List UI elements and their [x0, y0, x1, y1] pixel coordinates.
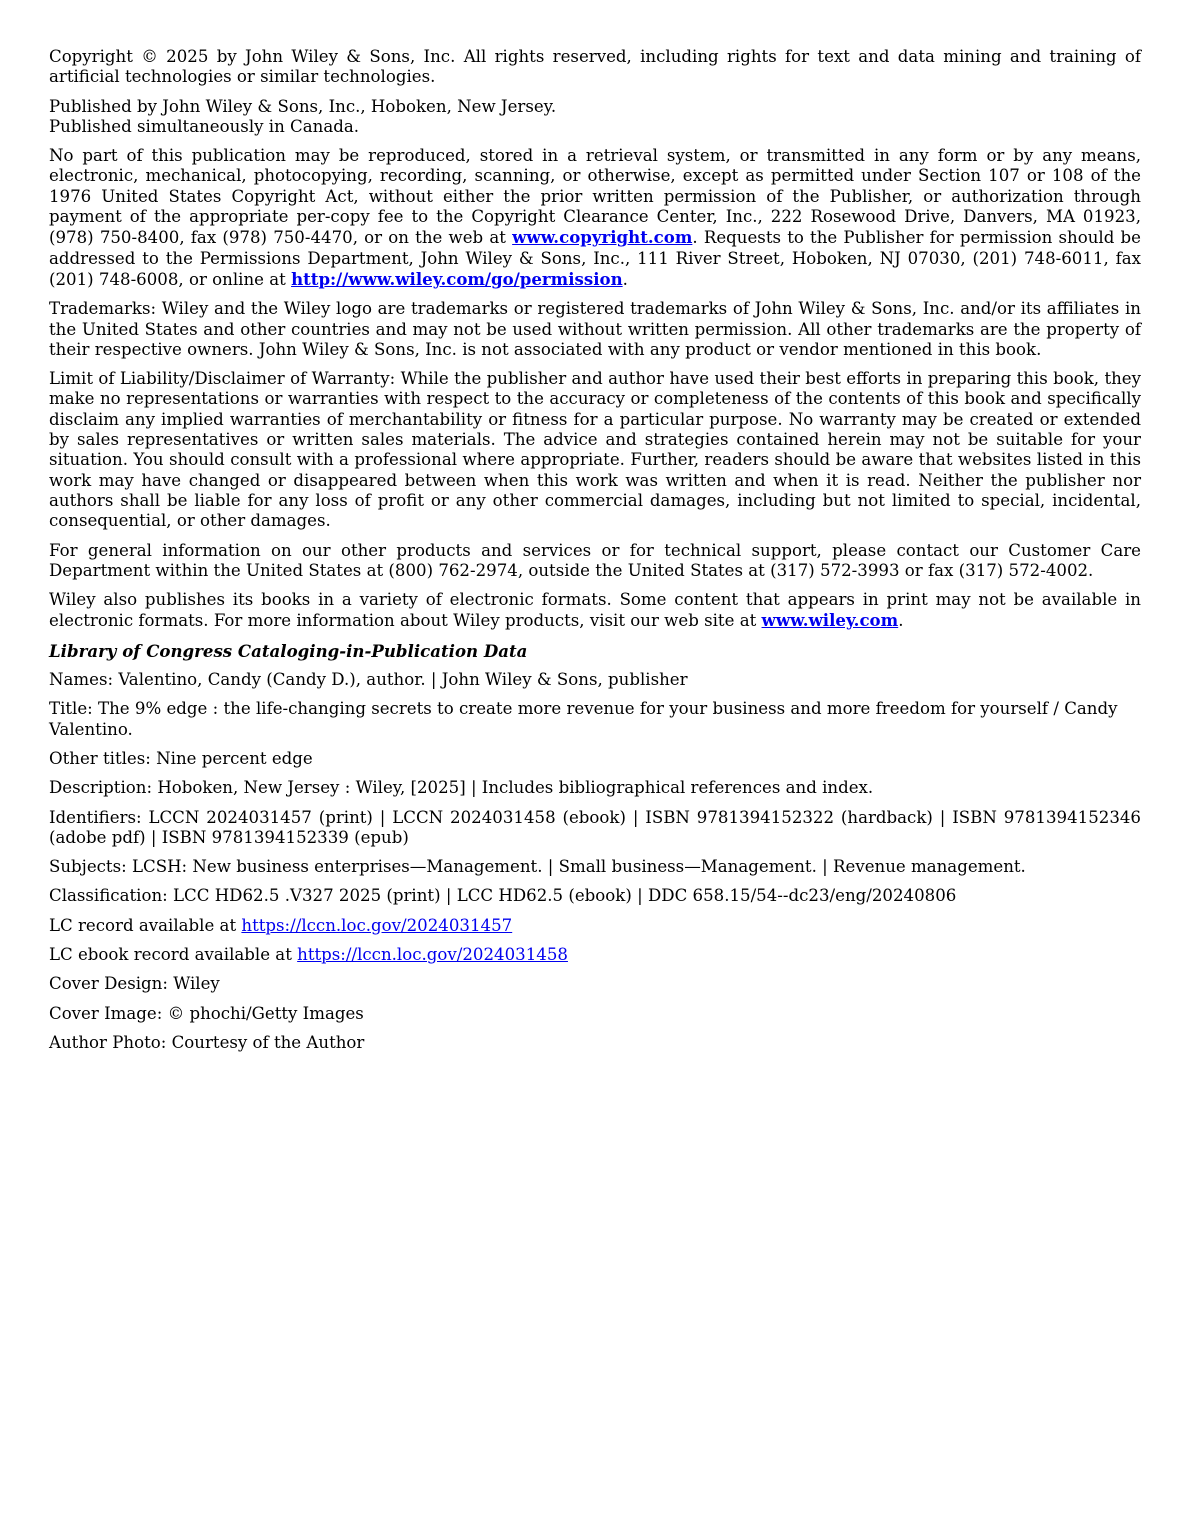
cover-image: Cover Image: © phochi/Getty Images: [49, 1003, 364, 1023]
liability-disclaimer: Limit of Liability/Disclaimer of Warranty: While the publisher and author have used their best efforts in preparing this book, they make no representations or warranties with respect to the accuracy or completeness of the contents of this book and specifically disclaim any implied warranties of merchantability or fitness for a particular purpose. No warranty may be created or extended by sales representatives or written sales materials. The advice and strategies contained herein may not be suitable for your situation. You should consult with a professional where appropriate. Further, readers should be aware that websites listed in this work may have changed or disappeared between when this work was written and when it is read. Neither the publisher nor authors shall be liable for any loss of profit or any other commercial damages, including but not limited to special, incidental, consequential, or other damages.: [49, 369, 1141, 531]
cip-description: Description: Hoboken, New Jersey : Wiley, [2025] | Includes bibliographical references and index.: [49, 778, 874, 798]
lc-ebook-record: [49, 945, 1141, 965]
permissions-text-middle: . Requests to the Publisher for permission should be addressed to the Permissions Department, John Wiley & Sons, Inc., 111 River Street, Hoboken, NJ 07030, (201) 748-6011, fax (201) 748-6008, or online at: [49, 228, 1141, 289]
lc-ebook-label: LC ebook record available at: [49, 944, 298, 964]
permissions-notice: [49, 146, 1141, 290]
wiley-permission-link[interactable]: http://www.wiley.com/go/permission: [291, 268, 623, 289]
cip-names: Names: Valentino, Candy (Candy D.), author. | John Wiley & Sons, publisher: [49, 670, 688, 690]
publisher-info: [49, 97, 1141, 138]
cip-classification: Classification: LCC HD62.5 .V327 2025 (print) | LCC HD62.5 (ebook) | DDC 658.15/54--dc23/eng/20240806: [49, 886, 957, 906]
copyright-notice: Copyright © 2025 by John Wiley & Sons, Inc. All rights reserved, including rights for text and data mining and training of artificial technologies or similar technologies.: [49, 47, 1141, 87]
copyright-page: [49, 47, 1141, 1062]
copyright-com-link[interactable]: www.copyright.com: [512, 227, 693, 248]
cip-data-block: [49, 641, 1141, 1053]
author-photo: Author Photo: Courtesy of the Author: [49, 1032, 365, 1052]
electronic-formats-info: [49, 590, 1141, 632]
wiley-com-link[interactable]: www.wiley.com: [761, 610, 899, 631]
cover-design: Cover Design: Wiley: [49, 974, 220, 994]
cip-heading: Library of Congress Cataloging-in-Publication Data: [49, 640, 528, 661]
trademarks-notice: Trademarks: Wiley and the Wiley logo are trademarks or registered trademarks of John Wiley & Sons, Inc. and/or its affiliates in the United States and other countries and may not be used without written permission. All other trademarks are the property of their respective owners. John Wiley & Sons, Inc. is not associated with any product or vendor mentioned in this book.: [49, 299, 1141, 359]
electronic-text-before: Wiley also publishes its books in a variety of electronic formats. Some content that appears in print may not be available in electronic formats. For more information about Wiley products, visit our web site at: [49, 590, 1141, 631]
cip-title: Title: The 9% edge : the life-changing secrets to create more revenue for your business and more freedom for yourself / Candy Valentino.: [49, 699, 1118, 739]
electronic-text-after: .: [898, 611, 904, 631]
permissions-text-before: No part of this publication may be reproduced, stored in a retrieval system, or transmitted in any form or by any means, electronic, mechanical, photocopying, recording, scanning, or otherwise, except as permitted under Section 107 or 108 of the 1976 United States Copyright Act, without either the prior written permission of the Publisher, or authorization through payment of the appropriate per-copy fee to the Copyright Clearance Center, Inc., 222 Rosewood Drive, Danvers, MA 01923, (978) 750-8400, fax (978) 750-4470, or on the web at: [49, 146, 1141, 248]
support-info: For general information on our other products and services or for technical support, please contact our Customer Care Department within the United States at (800) 762-2974, outside the United States at (317) 572-3993 or fax (317) 572-4002.: [49, 540, 1141, 580]
cip-identifiers: Identifiers: LCCN 2024031457 (print) | LCCN 2024031458 (ebook) | ISBN 9781394152322 (hardback) | ISBN 9781394152346 (adobe pdf) | ISBN 9781394152339 (epub): [49, 807, 1141, 847]
cip-other-titles: Other titles: Nine percent edge: [49, 748, 313, 768]
lc-ebook-link[interactable]: https://lccn.loc.gov/2024031458: [297, 944, 568, 964]
canada-line: Published simultaneously in Canada.: [49, 116, 360, 136]
permissions-text-after: .: [622, 269, 628, 289]
lc-record-label: LC record available at: [49, 915, 242, 935]
lc-record-link[interactable]: https://lccn.loc.gov/2024031457: [241, 915, 513, 935]
lc-record: [49, 916, 1141, 936]
cip-subjects: Subjects: LCSH: New business enterprises—Management. | Small business—Management. | Revenue management.: [49, 857, 1026, 877]
publisher-line: Published by John Wiley & Sons, Inc., Hoboken, New Jersey.: [49, 96, 557, 116]
